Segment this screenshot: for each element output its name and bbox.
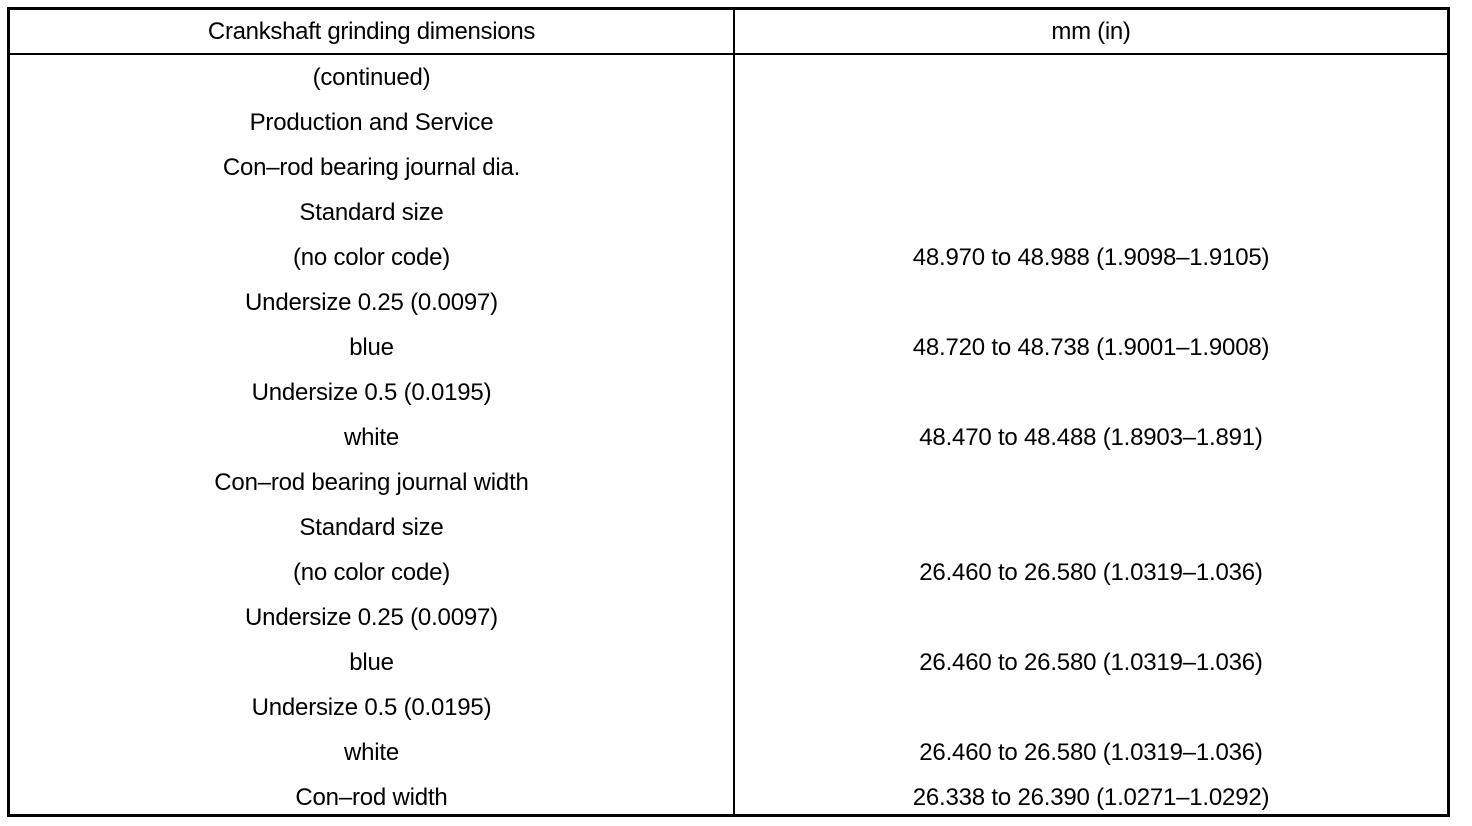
table-row <box>10 775 1447 820</box>
row-value: 48.470 to 48.488 (1.8903–1.891) <box>919 423 1263 451</box>
table-body <box>10 55 1447 820</box>
row-label: Con–rod bearing journal dia. <box>222 153 521 181</box>
table-row <box>10 100 1447 145</box>
row-label: Production and Service <box>249 108 494 136</box>
row-label: Undersize 0.5 (0.0195) <box>251 693 492 721</box>
row-label: (no color code) <box>292 243 451 271</box>
row-value <box>735 505 1447 550</box>
table-row <box>10 685 1447 730</box>
row-value: 48.720 to 48.738 (1.9001–1.9008) <box>912 333 1270 361</box>
table-row <box>10 415 1447 460</box>
table-row <box>10 505 1447 550</box>
row-label: blue <box>349 333 394 361</box>
row-value <box>735 280 1447 325</box>
row-value <box>735 595 1447 640</box>
row-value: 48.970 to 48.988 (1.9098–1.9105) <box>912 243 1270 271</box>
row-value <box>735 685 1447 730</box>
row-value: 26.460 to 26.580 (1.0319–1.036) <box>919 558 1263 586</box>
table-row <box>10 280 1447 325</box>
table-row <box>10 550 1447 595</box>
row-value <box>735 370 1447 415</box>
table-row <box>10 190 1447 235</box>
table-row <box>10 55 1447 100</box>
table-row <box>10 325 1447 370</box>
row-label: white <box>343 738 400 766</box>
row-label: Standard size <box>299 513 444 541</box>
row-value <box>735 460 1447 505</box>
header-description: Crankshaft grinding dimensions <box>207 17 536 45</box>
row-value <box>735 100 1447 145</box>
row-label: (continued) <box>312 63 431 91</box>
table-row <box>10 145 1447 190</box>
row-label: Standard size <box>299 198 444 226</box>
header-units: mm (in) <box>1051 17 1131 45</box>
dimensions-table <box>7 7 1450 817</box>
row-label: Undersize 0.5 (0.0195) <box>251 378 492 406</box>
row-label: Con–rod bearing journal width <box>214 468 529 496</box>
row-label: Undersize 0.25 (0.0097) <box>245 288 498 316</box>
row-label: (no color code) <box>292 558 451 586</box>
row-value <box>735 145 1447 190</box>
table-row <box>10 235 1447 280</box>
row-value <box>735 190 1447 235</box>
table-row <box>10 640 1447 685</box>
row-label: white <box>343 423 400 451</box>
row-value: 26.338 to 26.390 (1.0271–1.0292) <box>912 783 1270 811</box>
table-row <box>10 460 1447 505</box>
row-label: Undersize 0.25 (0.0097) <box>245 603 498 631</box>
row-value: 26.460 to 26.580 (1.0319–1.036) <box>919 738 1263 766</box>
table-row <box>10 730 1447 775</box>
row-label: blue <box>349 648 394 676</box>
row-value: 26.460 to 26.580 (1.0319–1.036) <box>919 648 1263 676</box>
table-row <box>10 595 1447 640</box>
row-value <box>735 55 1447 100</box>
row-label: Con–rod width <box>295 783 448 811</box>
table-row <box>10 370 1447 415</box>
